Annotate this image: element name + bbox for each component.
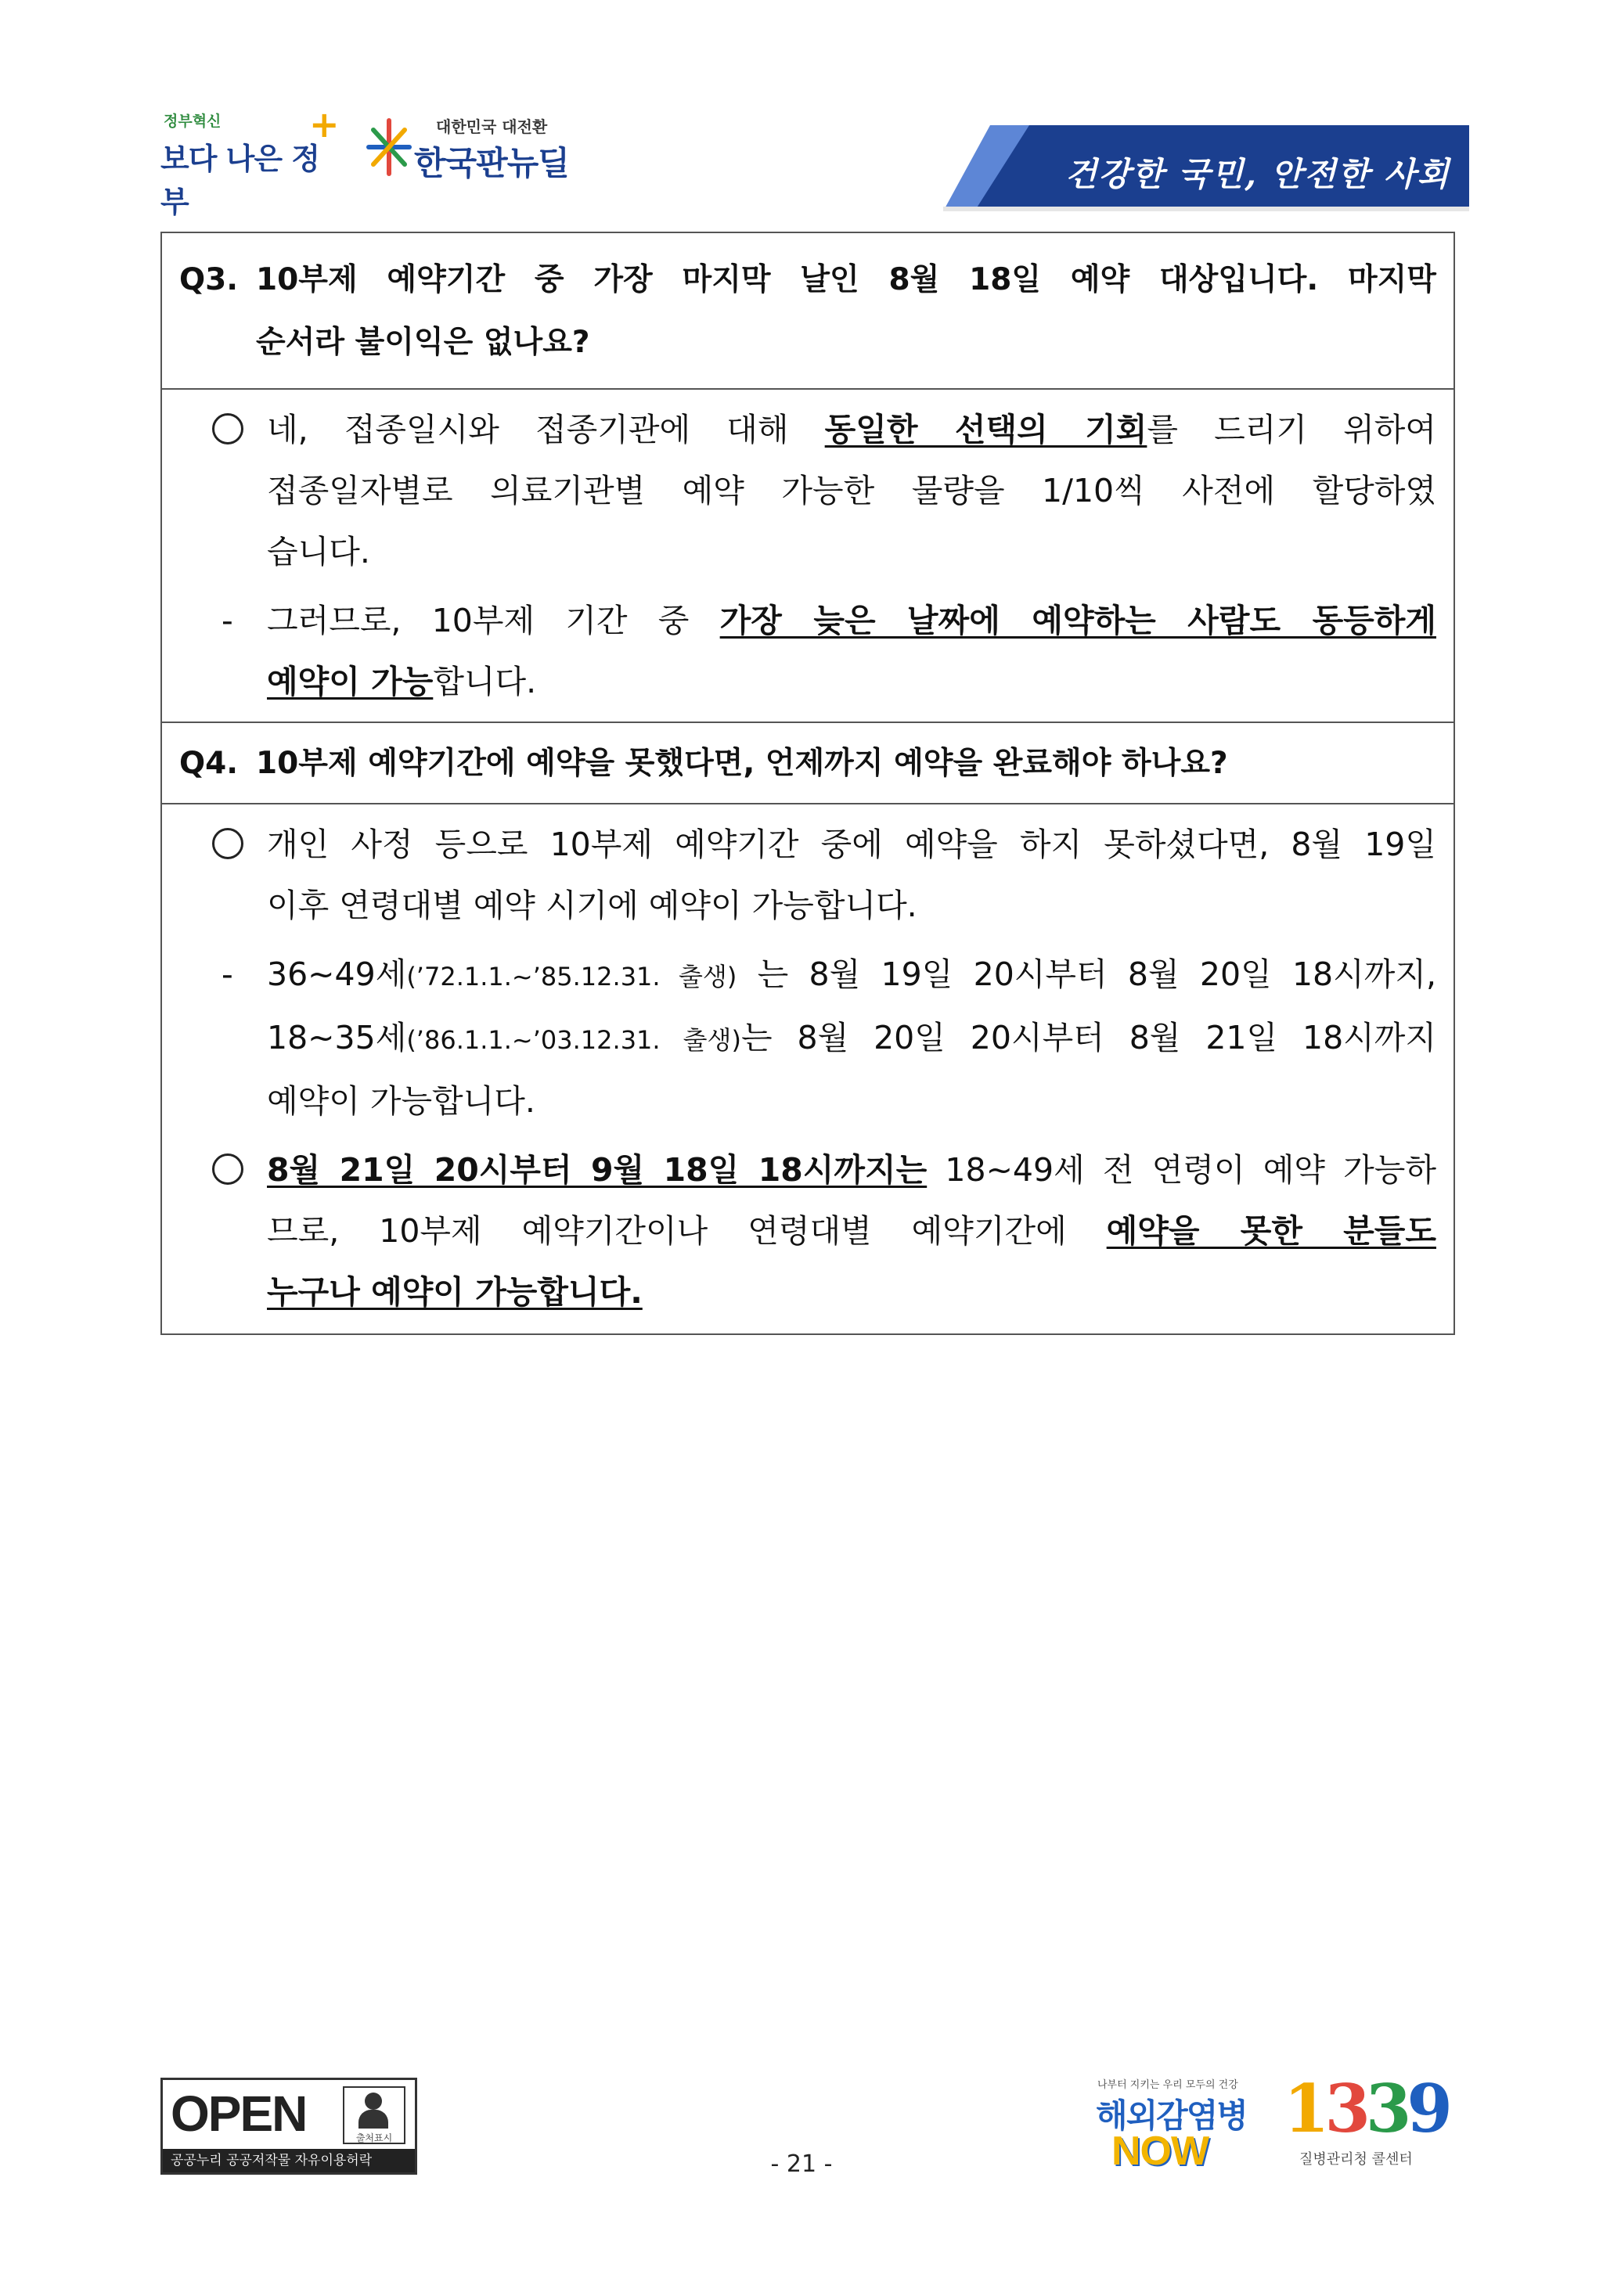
korean-new-deal-logo	[366, 110, 600, 188]
question-number: Q4.	[179, 746, 239, 781]
emphasis-text: 8월 21일 20시부터 9월 18일 18시까지는	[267, 1151, 928, 1189]
answer-bullet: 네, 접종일시와 접종기관에 대해 동일한 선택의 기회를 드리기 위하여	[179, 399, 1436, 460]
circle-bullet-icon	[212, 814, 251, 875]
page-header	[160, 94, 1469, 219]
overseas-infection-logo	[1096, 2076, 1260, 2178]
qa-box-q4	[160, 722, 1455, 1335]
answer-bullet: 8월 21일 20시부터 9월 18일 18시까지는 18~49세 전 연령이 예약 가능하	[179, 1139, 1436, 1200]
attribution-icon: 출처표시	[343, 2086, 405, 2144]
answer-line: 므로, 10부제 예약기간이나 연령대별 예약기간에 예약을 못한 분들도	[267, 1212, 1436, 1250]
emphasis-text: 동일한 선택의 기회	[824, 411, 1147, 448]
answer-q4	[162, 804, 1454, 1333]
circle-bullet-icon	[212, 399, 251, 460]
logo-now: NOW	[1111, 2129, 1209, 2174]
question-number: Q3.	[179, 262, 239, 297]
answer-sub-bullet: - 그러므로, 10부제 기간 중 가장 늦은 날짜에 예약하는 사람도 동등하게	[179, 590, 1436, 651]
logo-tagline: 정부혁신	[164, 113, 222, 130]
answer-sub-bullet: - 36~49세(’72.1.1.~’85.12.31. 출생) 는 8월 19일 20시부터 8월 20일 18시까지,	[179, 944, 1436, 1007]
emphasis-text: 가장 늦은 날짜에 예약하는 사람도 동등하게	[719, 602, 1436, 639]
slogan-banner	[943, 125, 1469, 211]
hotline-label: 질병관리청 콜센터	[1299, 2151, 1413, 2168]
question-text: 10부제 예약기간 중 가장 마지막 날인 8월 18일 예약 대상입니다. 마지막	[256, 262, 1436, 297]
logo-title: 보다 나은 정부	[160, 142, 319, 219]
answer-line: 예약이 가능합니다.	[267, 1082, 535, 1120]
question-q4	[162, 723, 1454, 804]
question-q3	[162, 233, 1454, 390]
answer-line: 습니다.	[267, 533, 370, 570]
logo-tagline: 나부터 지키는 우리 모두의 건강	[1097, 2079, 1238, 2091]
circle-bullet-icon	[212, 1139, 251, 1200]
answer-line	[179, 1261, 1436, 1323]
answer-line: 18~35세(’86.1.1.~’03.12.31. 출생)는 8월 20일 20시부터 8월 21일 18시까지	[267, 1019, 1436, 1056]
plus-icon: +	[309, 103, 340, 146]
question-text-cont: 순서라 불이익은 없나요?	[256, 325, 590, 360]
logo-subtitle: 대한민국 대전환	[436, 117, 548, 136]
answer-q3	[162, 390, 1454, 723]
question-text: 10부제 예약기간에 예약을 못했다면, 언제까지 예약을 완료해야 하나요?	[256, 746, 1228, 781]
emphasis-text: 누구나 예약이 가능합니다.	[267, 1273, 643, 1311]
dash-bullet-icon: -	[222, 955, 233, 993]
new-deal-star-icon	[366, 116, 412, 178]
emphasis-text: 예약이 가능	[267, 663, 434, 700]
qa-box-q3	[160, 232, 1455, 725]
emphasis-text: 예약을 못한 분들도	[1106, 1212, 1436, 1250]
answer-line: 이후 연령대별 예약 시기에 예약이 가능합니다.	[267, 887, 917, 924]
dash-bullet-icon: -	[222, 602, 233, 639]
gov-innovation-logo	[160, 103, 340, 219]
hotline-number: 1339	[1284, 2070, 1448, 2147]
open-license-text: 공공누리 공공저작물 자유이용허락	[163, 2149, 415, 2172]
slogan-text: 건강한 국민, 안전한 사회	[1064, 155, 1450, 193]
logo-title: 해외감염병	[1096, 2096, 1247, 2135]
answer-bullet: 개인 사정 등으로 10부제 예약기간 중에 예약을 하지 못하셨다면, 8월 19일	[179, 814, 1436, 875]
open-logo-text: OPEN	[171, 2085, 307, 2142]
answer-line: 접종일자별로 의료기관별 예약 가능한 물량을 1/10씩 사전에 할당하였	[267, 472, 1436, 509]
page-number: - 21 -	[770, 2150, 833, 2178]
kdca-1339-logo	[1284, 2070, 1464, 2179]
logo-title: 한국판뉴딜	[414, 144, 569, 182]
answer-line: 예약이 가능합니다.	[267, 663, 537, 700]
